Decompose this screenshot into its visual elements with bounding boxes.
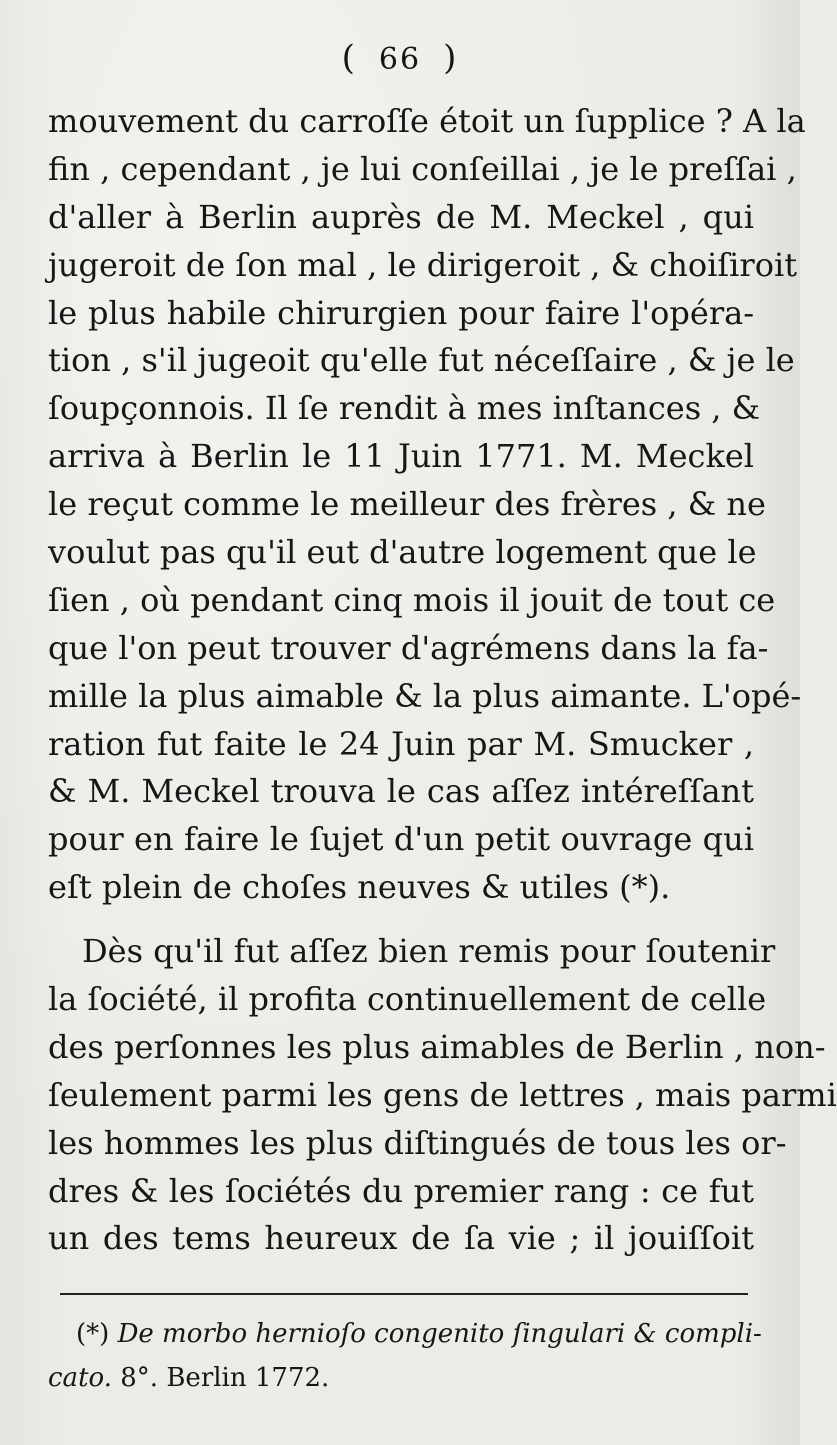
text-line: d'aller à Berlin auprès de M. Meckel , qui <box>48 197 754 236</box>
page-number-close-paren: ) <box>443 38 459 78</box>
text-line: Dès qu'il fut aſſez bien remis pour ſoutenir <box>82 932 776 971</box>
footnote-line-2 <box>48 1356 756 1400</box>
text-line: tion , s'il jugeoit qu'elle fut néceſſaire , & je le <box>48 341 795 380</box>
text-line: arriva à Berlin le 11 Juin 1771. M. Meckel <box>48 437 754 476</box>
text-line: des perſonnes les plus aimables de Berlin , non- <box>48 1027 826 1066</box>
footnote-text-2-roman: 8°. Berlin 1772. <box>111 1363 330 1393</box>
text-line: jugeroit de ſon mal , le dirigeroit , & choiſiroit <box>48 245 798 284</box>
text-line: eſt plein de choſes neuves & utiles (*). <box>48 868 671 907</box>
page-number <box>0 38 800 78</box>
footnote-text-2-italic: cato. <box>48 1363 112 1393</box>
text-line: dres & les ſociétés du premier rang : ce fut <box>48 1171 754 1210</box>
text-line: un des tems heureux de ſa vie ; il jouiſſoit <box>48 1219 754 1258</box>
text-line: voulut pas qu'il eut d'autre logement que le <box>48 533 757 572</box>
text-line: ſien , où pendant cinq mois il jouit de tout ce <box>48 580 776 619</box>
text-line: mille la plus aimable & la plus aimante. L'opé- <box>48 676 802 715</box>
text-line: la ſociété, il profita continuellement de celle <box>48 980 767 1019</box>
page-number-open-paren: ( <box>341 38 357 78</box>
paragraph-2 <box>48 928 837 1263</box>
text-line: que l'on peut trouver d'agrémens dans la fa- <box>48 628 769 667</box>
paragraph-gap <box>48 912 754 928</box>
text-line: fin , cependant , je lui conſeillai , je le preſſai , <box>48 149 797 188</box>
text-line: ration fut faite le 24 Juin par M. Smucker , <box>48 724 754 763</box>
text-line: le reçut comme le meilleur des frères , & ne <box>48 485 766 524</box>
footnote-divider <box>60 1293 748 1295</box>
text-line: le plus habile chirurgien pour faire l'opéra- <box>48 293 754 332</box>
body-text <box>48 98 837 1263</box>
footnote-text-1: De morbo hernioſo congenito ſingulari & compli- <box>117 1319 762 1349</box>
text-line: & M. Meckel trouva le cas aſſez intéreſſant <box>48 772 754 811</box>
page-number-value: 66 <box>378 42 422 77</box>
text-line: ſeulement parmi les gens de lettres , mais parmi <box>48 1075 837 1114</box>
text-line: ſoupçonnois. Il ſe rendit à mes inſtances , & <box>48 389 761 428</box>
footnote-line-1 <box>76 1312 762 1356</box>
text-line: les hommes les plus diſtingués de tous les or- <box>48 1123 787 1162</box>
footnote <box>48 1312 762 1400</box>
text-line: pour en faire le ſujet d'un petit ouvrage qui <box>48 820 754 859</box>
footnote-marker: (*) <box>76 1319 110 1349</box>
text-line: mouvement du carroſſe étoit un ſupplice ? A la <box>48 102 806 140</box>
paragraph-1 <box>48 98 806 912</box>
